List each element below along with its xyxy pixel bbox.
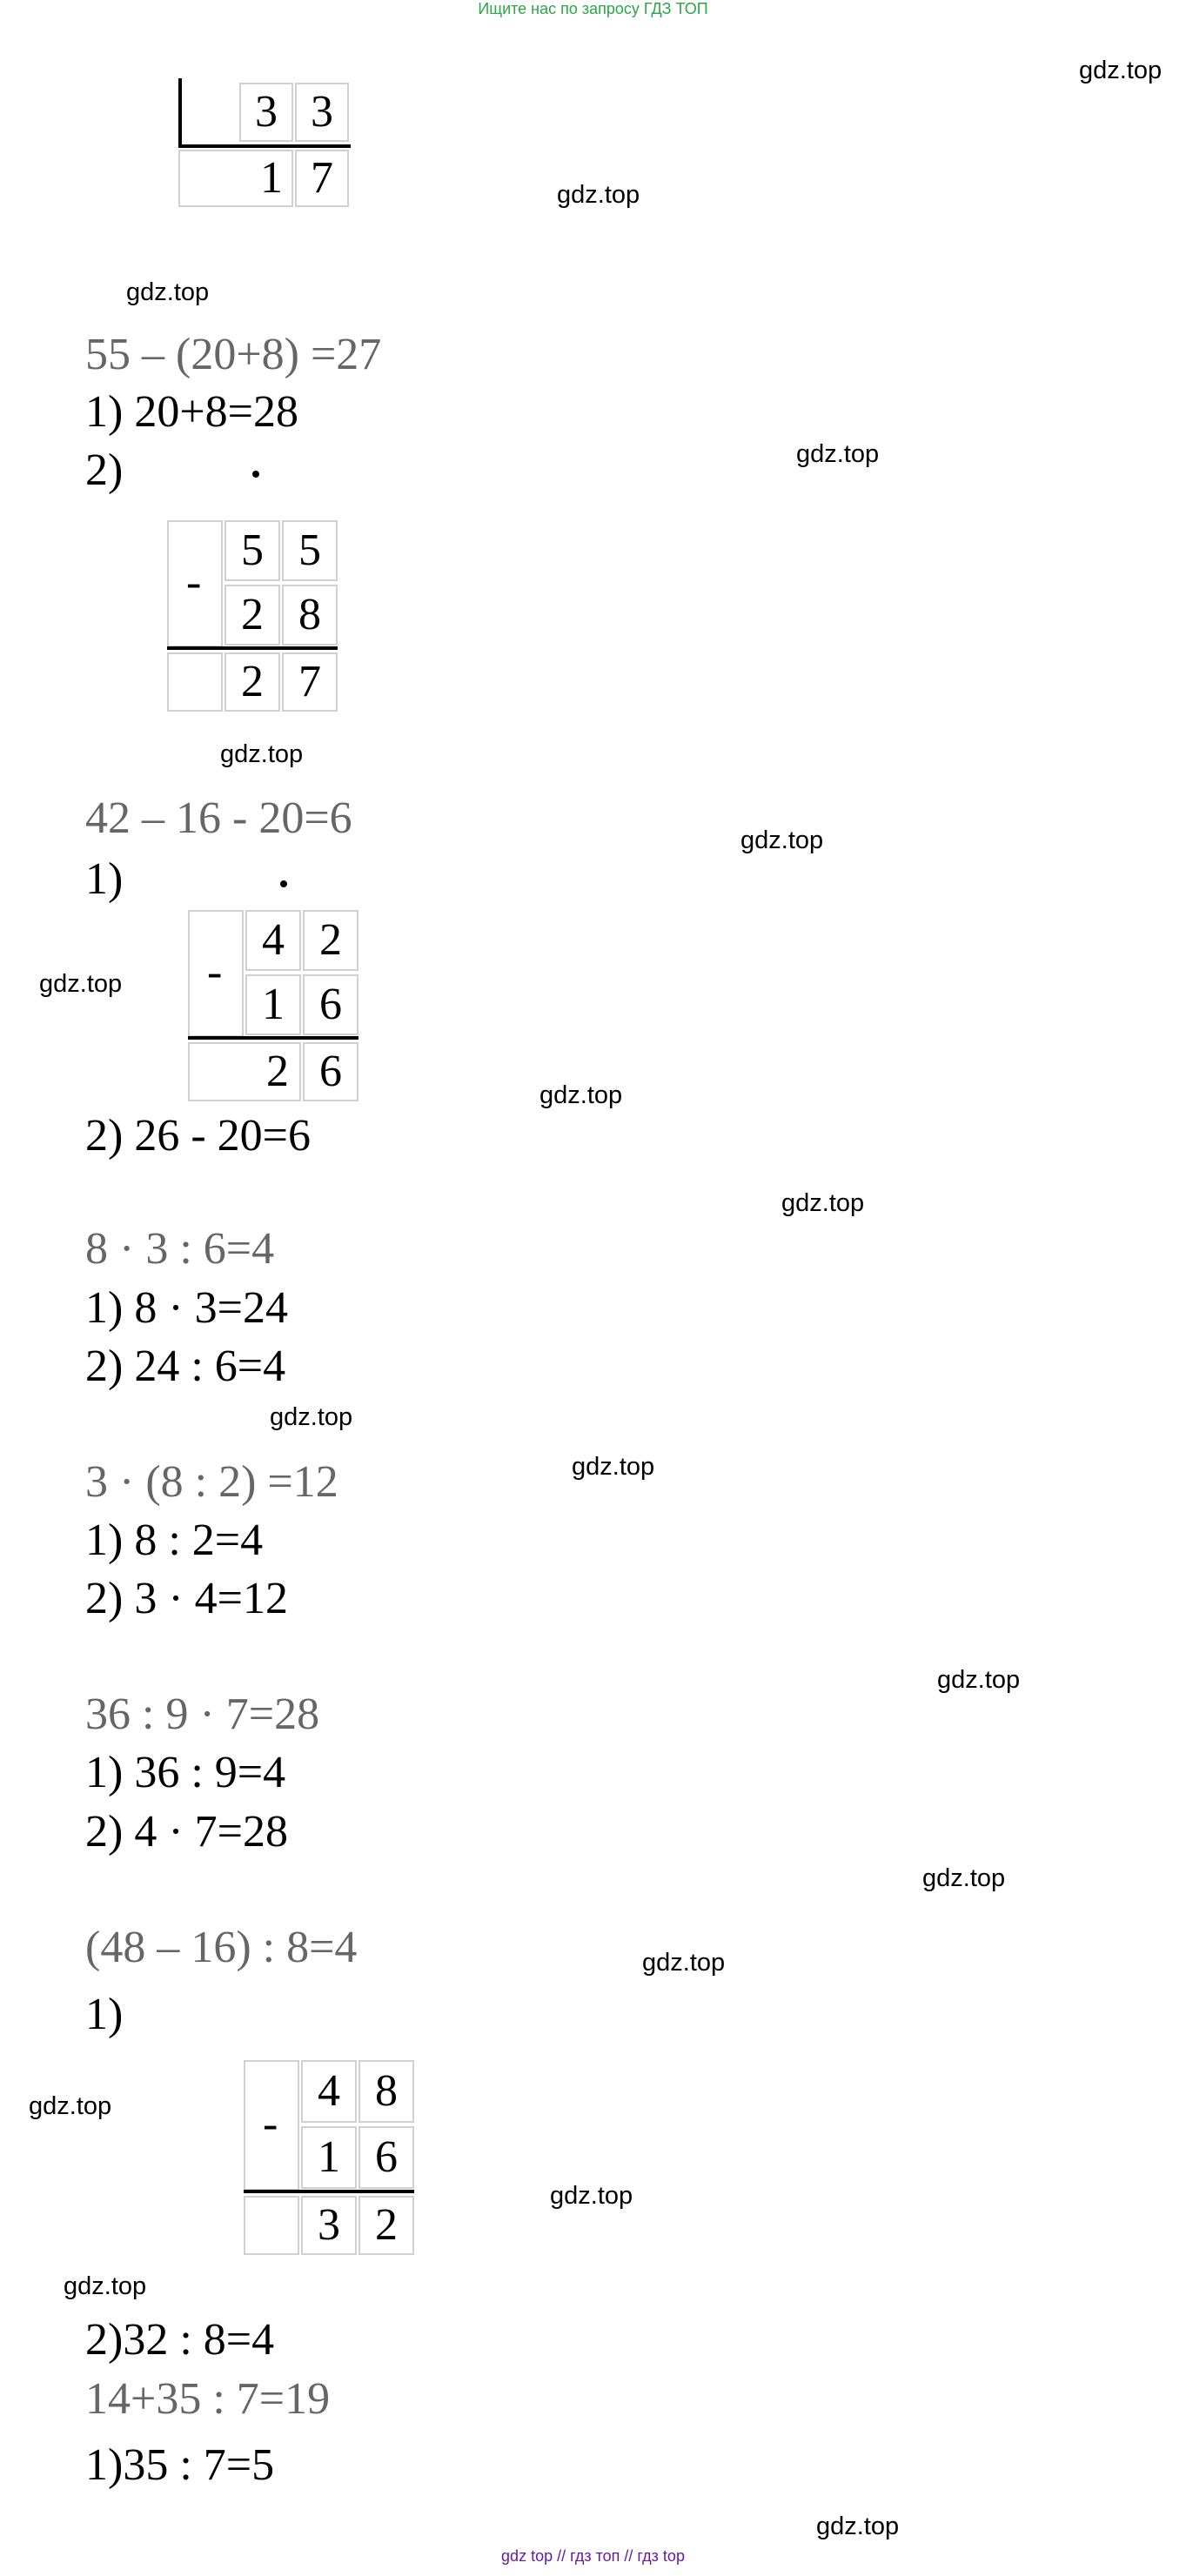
digit-cell: 1 [178,150,293,207]
expression: 3 · (8 : 2) =12 [85,1457,338,1507]
result-line [188,1036,358,1040]
watermark: gdz.top [126,278,210,306]
step: 2) 4 · 7=28 [85,1807,288,1857]
watermark: gdz.top [29,2092,112,2120]
digit-cell: 7 [295,150,349,207]
step: 2) 3 · 4=12 [85,1574,288,1623]
watermark: gdz.top [220,740,304,768]
digit-cell: 1 [245,974,301,1035]
digit-cell: 5 [224,520,280,581]
result-line [178,144,351,148]
expression: (48 – 16) : 8=4 [85,1923,358,1972]
column-calc-4 [244,2060,418,2257]
step: 1) 36 : 9=4 [85,1748,286,1797]
digit-cell: 5 [282,520,338,581]
step: 2)32 : 8=4 [85,2315,275,2365]
step: 2) 24 : 6=4 [85,1342,286,1391]
watermark: gdz.top [1079,57,1163,84]
digit-cell: 2 [224,652,280,712]
watermark: gdz.top [64,2272,147,2300]
expression: 42 – 16 - 20=6 [85,793,352,843]
digit-cell: 4 [301,2060,357,2123]
minus-sign: - [186,558,202,607]
digit-cell: 2 [188,1042,301,1101]
digit-cell: 8 [358,2060,414,2123]
digit-cell: 2 [358,2196,414,2255]
watermark: gdz.top [740,826,824,854]
watermark: gdz.top [781,1189,865,1217]
watermark: gdz.top [937,1666,1021,1694]
column-calc-2 [167,520,341,713]
digit-cell: 1 [301,2126,357,2189]
top-banner[interactable]: Ищите нас по запросу ГДЗ ТОП [478,0,708,17]
watermark: gdz.top [270,1403,353,1431]
expression: 55 – (20+8) =27 [85,330,382,379]
digit-cell: 3 [301,2196,357,2255]
step: 2) 26 - 20=6 [85,1111,311,1161]
expression: 14+35 : 7=19 [85,2374,331,2424]
empty-cell [167,652,223,712]
digit-cell: 6 [303,974,358,1035]
divider-line [178,78,182,144]
expression: 36 : 9 · 7=28 [85,1689,320,1739]
multiplication-dot [280,880,287,887]
expression: 8 · 3 : 6=4 [85,1224,275,1274]
watermark: gdz.top [39,970,123,998]
digit-cell: 2 [303,910,358,971]
watermark: gdz.top [922,1864,1006,1892]
minus-sign: - [263,2099,278,2149]
digit-cell: 7 [282,652,338,712]
minus-sign: - [207,947,223,997]
watermark: gdz.top [642,1949,726,1977]
watermark: gdz.top [550,2182,633,2210]
watermark: gdz.top [557,181,640,209]
result-line [167,646,338,650]
watermark: gdz.top [572,1453,655,1481]
step: 1) [85,854,124,904]
digit-cell: 4 [245,910,301,971]
step: 2) [85,445,124,495]
step: 1) [85,1990,124,2039]
column-calc-1 [178,78,352,209]
watermark: gdz.top [816,2512,900,2540]
digit-cell: 2 [224,585,280,646]
footer-links[interactable]: gdz top // гдз топ // гдз top [501,2547,685,2565]
watermark: gdz.top [796,440,880,468]
digit-cell: 3 [295,83,349,142]
column-calc-3 [188,910,362,1103]
step: 1) 8 : 2=4 [85,1515,264,1565]
step: 1) 8 · 3=24 [85,1283,288,1333]
digit-cell: 6 [303,1042,358,1101]
digit-cell: 3 [239,83,293,142]
multiplication-dot [252,471,259,478]
step: 1)35 : 7=5 [85,2440,275,2490]
empty-cell [244,2196,299,2255]
step: 1) 20+8=28 [85,387,298,437]
digit-cell: 8 [282,585,338,646]
digit-cell: 6 [358,2126,414,2189]
watermark: gdz.top [539,1081,623,1109]
result-line [244,2190,414,2193]
